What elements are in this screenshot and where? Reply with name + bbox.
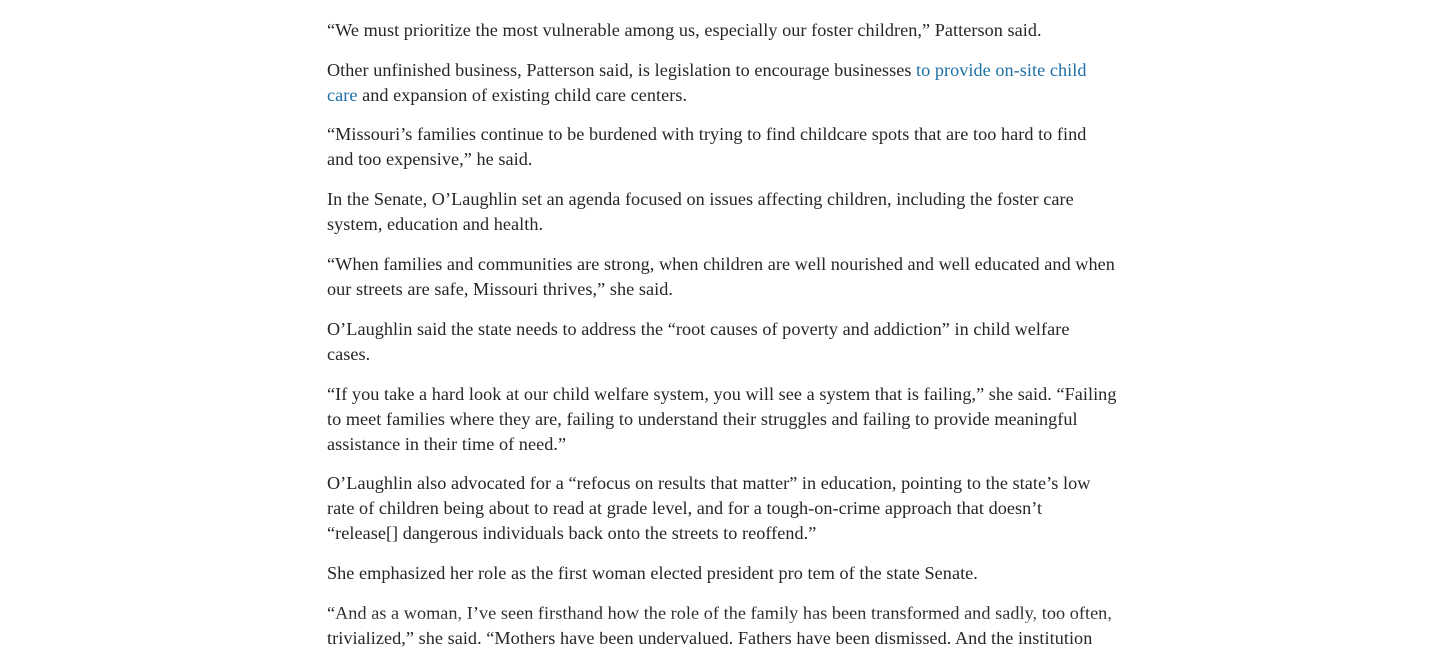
paragraph-text-after-link: and expansion of existing child care centers. xyxy=(357,85,687,105)
paragraph-patterson-quote: “We must prioritize the most vulnerable among us, especially our foster children,” Patterson said. xyxy=(327,18,1117,43)
paragraph-strong-families-quote: “When families and communities are strong, when children are well nourished and well educated and when our streets are safe, Missouri thrives,” she said. xyxy=(327,252,1117,302)
paragraph-text-before-link: Other unfinished business, Patterson said, is legislation to encourage businesses xyxy=(327,60,916,80)
paragraph-mental-health xyxy=(327,0,1117,3)
paragraph-education-crime: O’Laughlin also advocated for a “refocus on results that matter” in education, pointing to the state’s low rate of children being about to read at grade level, and for a tough-on-crime approach that doesn’t “release[] dangerous individuals back onto the streets to reoffend.” xyxy=(327,471,1117,546)
on-site-child-care-link[interactable]: to provide on-site child care xyxy=(327,60,1086,105)
paragraph-child-welfare-quote: “If you take a hard look at our child welfare system, you will see a system that is failing,” she said. “Failing to meet families where they are, failing to understand their struggles and failing to provide meaningful assistance in their time of need.” xyxy=(327,382,1117,457)
paragraph-root-causes: O’Laughlin said the state needs to address the “root causes of poverty and addiction” in child welfare cases. xyxy=(327,317,1117,367)
paragraph-woman-quote: “And as a woman, I’ve seen firsthand how the role of the family has been transformed and sadly, too often, trivialized,” she said. “Mothers have been undervalued. Fathers have been dismissed. And the institution xyxy=(327,601,1117,651)
article-body xyxy=(327,0,1117,666)
paragraph-first-woman: She emphasized her role as the first woman elected president pro tem of the state Senate. xyxy=(327,561,1117,586)
paragraph-child-care-legislation xyxy=(327,58,1117,108)
paragraph-missouri-families-quote: “Missouri’s families continue to be burdened with trying to find childcare spots that are too hard to find and too expensive,” he said. xyxy=(327,122,1117,172)
paragraph-senate-agenda: In the Senate, O’Laughlin set an agenda focused on issues affecting children, including the foster care system, education and health. xyxy=(327,187,1117,237)
